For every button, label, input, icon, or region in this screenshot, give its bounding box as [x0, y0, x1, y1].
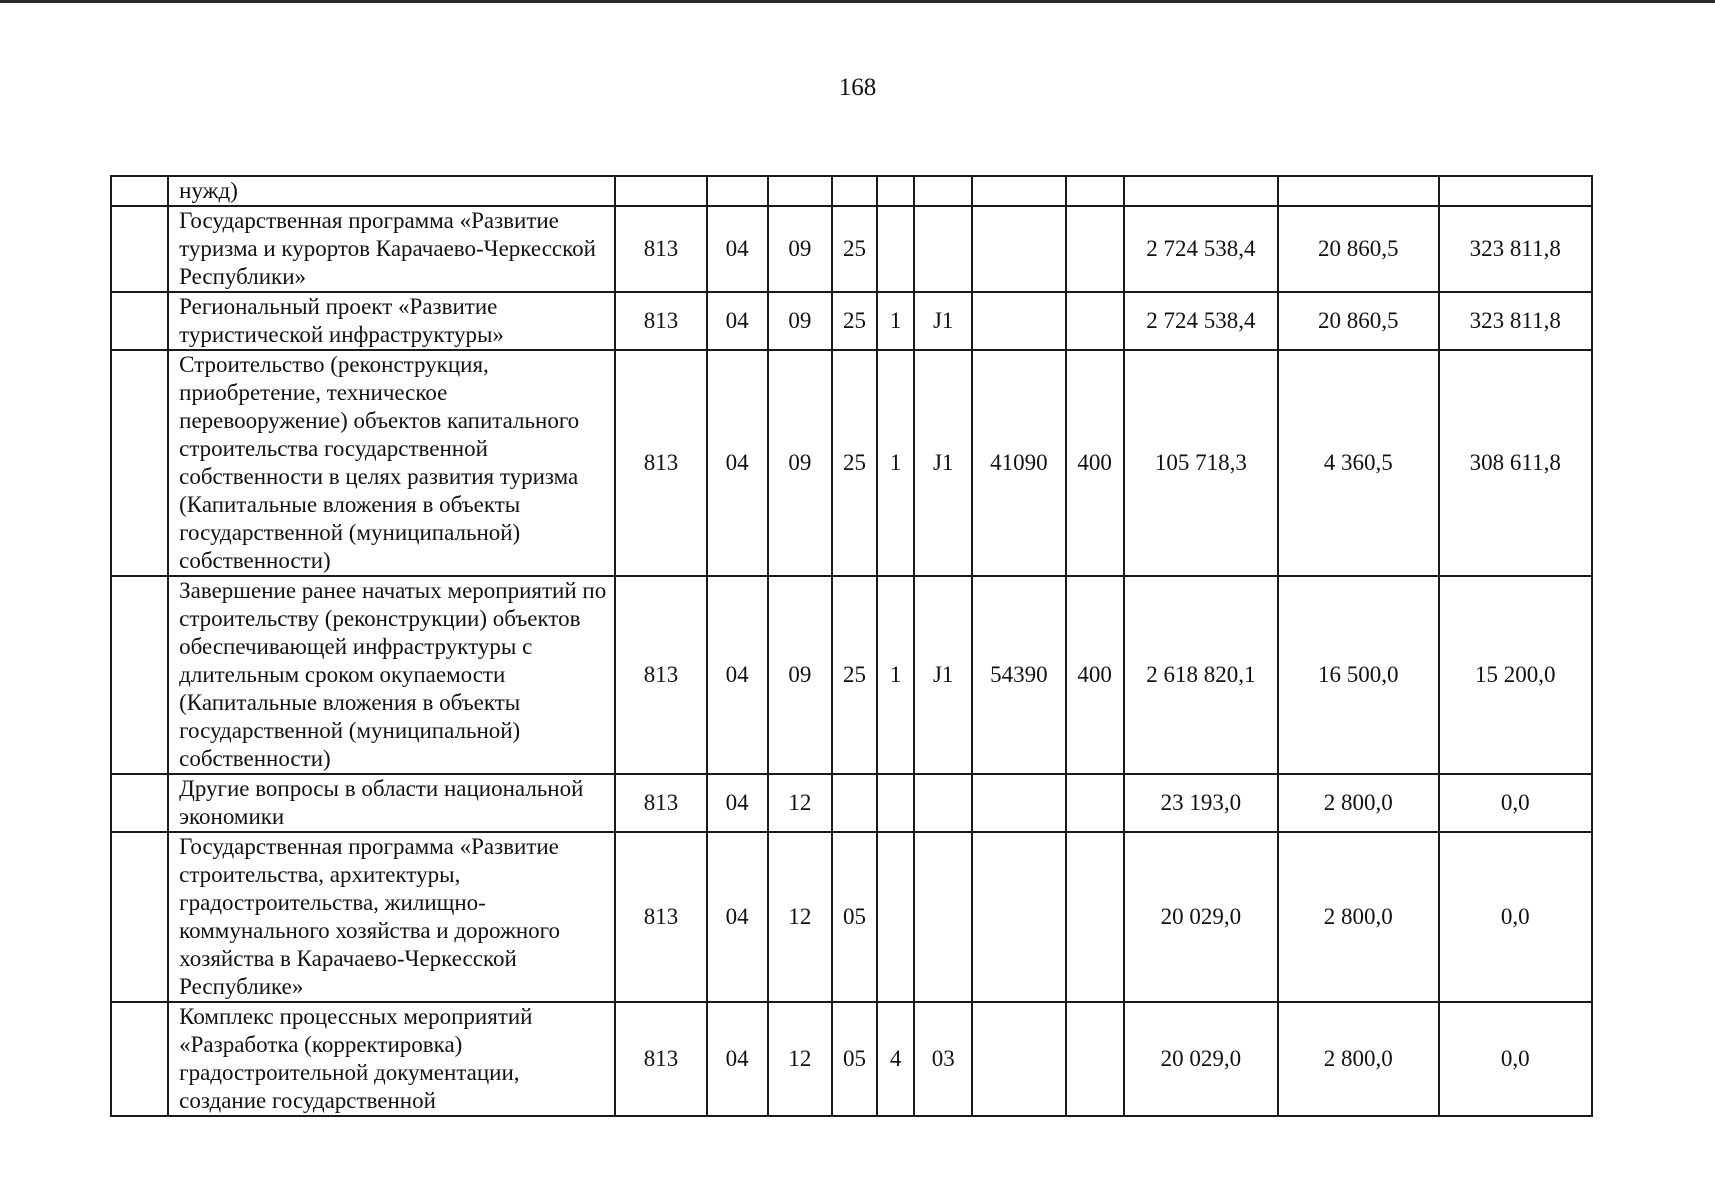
amount-year-3-cell — [1439, 176, 1593, 206]
subprogram-code-cell — [877, 206, 914, 292]
project-code-cell — [914, 176, 972, 206]
direction-code-cell: 54390 — [972, 576, 1065, 774]
gov-code-cell: 813 — [615, 1002, 706, 1116]
program-code-cell: 25 — [832, 206, 877, 292]
amount-year-2-cell: 20 860,5 — [1278, 292, 1438, 350]
project-code-cell: J1 — [914, 292, 972, 350]
subsection-code-cell: 09 — [768, 350, 832, 576]
row-number-cell — [111, 206, 168, 292]
amount-year-2-cell: 2 800,0 — [1278, 1002, 1438, 1116]
subsection-code-cell — [768, 176, 832, 206]
direction-code-cell — [972, 176, 1065, 206]
subsection-code-cell: 09 — [768, 576, 832, 774]
row-number-cell — [111, 350, 168, 576]
expense-type-code-cell: 400 — [1066, 350, 1124, 576]
item-name-cell: Региональный проект «Развитие туристической инфраструктуры» — [168, 292, 615, 350]
row-number-cell — [111, 176, 168, 206]
subsection-code-cell: 09 — [768, 206, 832, 292]
amount-year-3-cell: 308 611,8 — [1439, 350, 1593, 576]
program-code-cell: 05 — [832, 832, 877, 1002]
amount-year-1-cell — [1124, 176, 1278, 206]
subsection-code-cell: 12 — [768, 832, 832, 1002]
amount-year-1-cell: 20 029,0 — [1124, 832, 1278, 1002]
amount-year-2-cell: 2 800,0 — [1278, 774, 1438, 832]
section-code-cell: 04 — [707, 576, 768, 774]
item-name-cell: Завершение ранее начатых мероприятий по строительству (реконструкции) объектов обеспечивающей инфраструктуры с длительным сроком окупаемости (Капитальные вложения в объекты государственной (муниципальной) собственности) — [168, 576, 615, 774]
table-row — [111, 206, 1592, 292]
gov-code-cell: 813 — [615, 206, 706, 292]
expense-type-code-cell — [1066, 1002, 1124, 1116]
expense-type-code-cell — [1066, 206, 1124, 292]
amount-year-1-cell: 2 618 820,1 — [1124, 576, 1278, 774]
subsection-code-cell: 09 — [768, 292, 832, 350]
direction-code-cell — [972, 292, 1065, 350]
project-code-cell — [914, 206, 972, 292]
subprogram-code-cell — [877, 832, 914, 1002]
item-name-cell: нужд) — [168, 176, 615, 206]
section-code-cell — [707, 176, 768, 206]
expense-type-code-cell — [1066, 832, 1124, 1002]
subprogram-code-cell: 1 — [877, 350, 914, 576]
gov-code-cell: 813 — [615, 774, 706, 832]
amount-year-1-cell: 105 718,3 — [1124, 350, 1278, 576]
expense-type-code-cell — [1066, 292, 1124, 350]
project-code-cell: J1 — [914, 576, 972, 774]
item-name-cell: Другие вопросы в области национальной экономики — [168, 774, 615, 832]
direction-code-cell: 41090 — [972, 350, 1065, 576]
table-row — [111, 292, 1592, 350]
section-code-cell: 04 — [707, 774, 768, 832]
page-number: 168 — [838, 74, 877, 101]
program-code-cell: 05 — [832, 1002, 877, 1116]
direction-code-cell — [972, 206, 1065, 292]
direction-code-cell — [972, 832, 1065, 1002]
subsection-code-cell: 12 — [768, 774, 832, 832]
item-name-cell: Комплекс процессных мероприятий «Разработка (корректировка) градостроительной документации, создание государственной — [168, 1002, 615, 1116]
amount-year-3-cell: 0,0 — [1439, 832, 1593, 1002]
row-number-cell — [111, 774, 168, 832]
subprogram-code-cell: 4 — [877, 1002, 914, 1116]
amount-year-1-cell: 2 724 538,4 — [1124, 292, 1278, 350]
program-code-cell: 25 — [832, 292, 877, 350]
amount-year-1-cell: 20 029,0 — [1124, 1002, 1278, 1116]
item-name-cell: Государственная программа «Развитие туризма и курортов Карачаево-Черкесской Республики» — [168, 206, 615, 292]
project-code-cell: J1 — [914, 350, 972, 576]
item-name-cell: Государственная программа «Развитие строительства, архитектуры, градостроительства, жилищно-коммунального хозяйства и дорожного хозяйства в Карачаево-Черкесской Республике» — [168, 832, 615, 1002]
subprogram-code-cell: 1 — [877, 292, 914, 350]
amount-year-1-cell: 23 193,0 — [1124, 774, 1278, 832]
amount-year-2-cell: 2 800,0 — [1278, 832, 1438, 1002]
amount-year-2-cell — [1278, 176, 1438, 206]
item-name-cell: Строительство (реконструкция, приобретение, техническое перевооружение) объектов капитального строительства государственной собственности в целях развития туризма (Капитальные вложения в объекты государственной (муниципальной) собственности) — [168, 350, 615, 576]
table-row — [111, 1002, 1592, 1116]
amount-year-3-cell: 15 200,0 — [1439, 576, 1593, 774]
amount-year-3-cell: 0,0 — [1439, 1002, 1593, 1116]
project-code-cell: 03 — [914, 1002, 972, 1116]
scan-edge — [0, 0, 1715, 3]
direction-code-cell — [972, 1002, 1065, 1116]
section-code-cell: 04 — [707, 350, 768, 576]
row-number-cell — [111, 292, 168, 350]
subprogram-code-cell — [877, 176, 914, 206]
table-row — [111, 832, 1592, 1002]
row-number-cell — [111, 1002, 168, 1116]
project-code-cell — [914, 832, 972, 1002]
budget-table — [110, 175, 1593, 1117]
project-code-cell — [914, 774, 972, 832]
section-code-cell: 04 — [707, 1002, 768, 1116]
expense-type-code-cell: 400 — [1066, 576, 1124, 774]
gov-code-cell — [615, 176, 706, 206]
amount-year-3-cell: 0,0 — [1439, 774, 1593, 832]
program-code-cell: 25 — [832, 576, 877, 774]
table-row — [111, 576, 1592, 774]
section-code-cell: 04 — [707, 292, 768, 350]
subsection-code-cell: 12 — [768, 1002, 832, 1116]
amount-year-2-cell: 16 500,0 — [1278, 576, 1438, 774]
amount-year-1-cell: 2 724 538,4 — [1124, 206, 1278, 292]
program-code-cell: 25 — [832, 350, 877, 576]
amount-year-2-cell: 4 360,5 — [1278, 350, 1438, 576]
gov-code-cell: 813 — [615, 832, 706, 1002]
direction-code-cell — [972, 774, 1065, 832]
expense-type-code-cell — [1066, 176, 1124, 206]
gov-code-cell: 813 — [615, 350, 706, 576]
row-number-cell — [111, 832, 168, 1002]
expense-type-code-cell — [1066, 774, 1124, 832]
program-code-cell — [832, 774, 877, 832]
subprogram-code-cell — [877, 774, 914, 832]
gov-code-cell: 813 — [615, 292, 706, 350]
amount-year-3-cell: 323 811,8 — [1439, 206, 1593, 292]
amount-year-2-cell: 20 860,5 — [1278, 206, 1438, 292]
table-row — [111, 350, 1592, 576]
section-code-cell: 04 — [707, 206, 768, 292]
table-row — [111, 176, 1592, 206]
gov-code-cell: 813 — [615, 576, 706, 774]
table-row — [111, 774, 1592, 832]
section-code-cell: 04 — [707, 832, 768, 1002]
subprogram-code-cell: 1 — [877, 576, 914, 774]
amount-year-3-cell: 323 811,8 — [1439, 292, 1593, 350]
program-code-cell — [832, 176, 877, 206]
row-number-cell — [111, 576, 168, 774]
